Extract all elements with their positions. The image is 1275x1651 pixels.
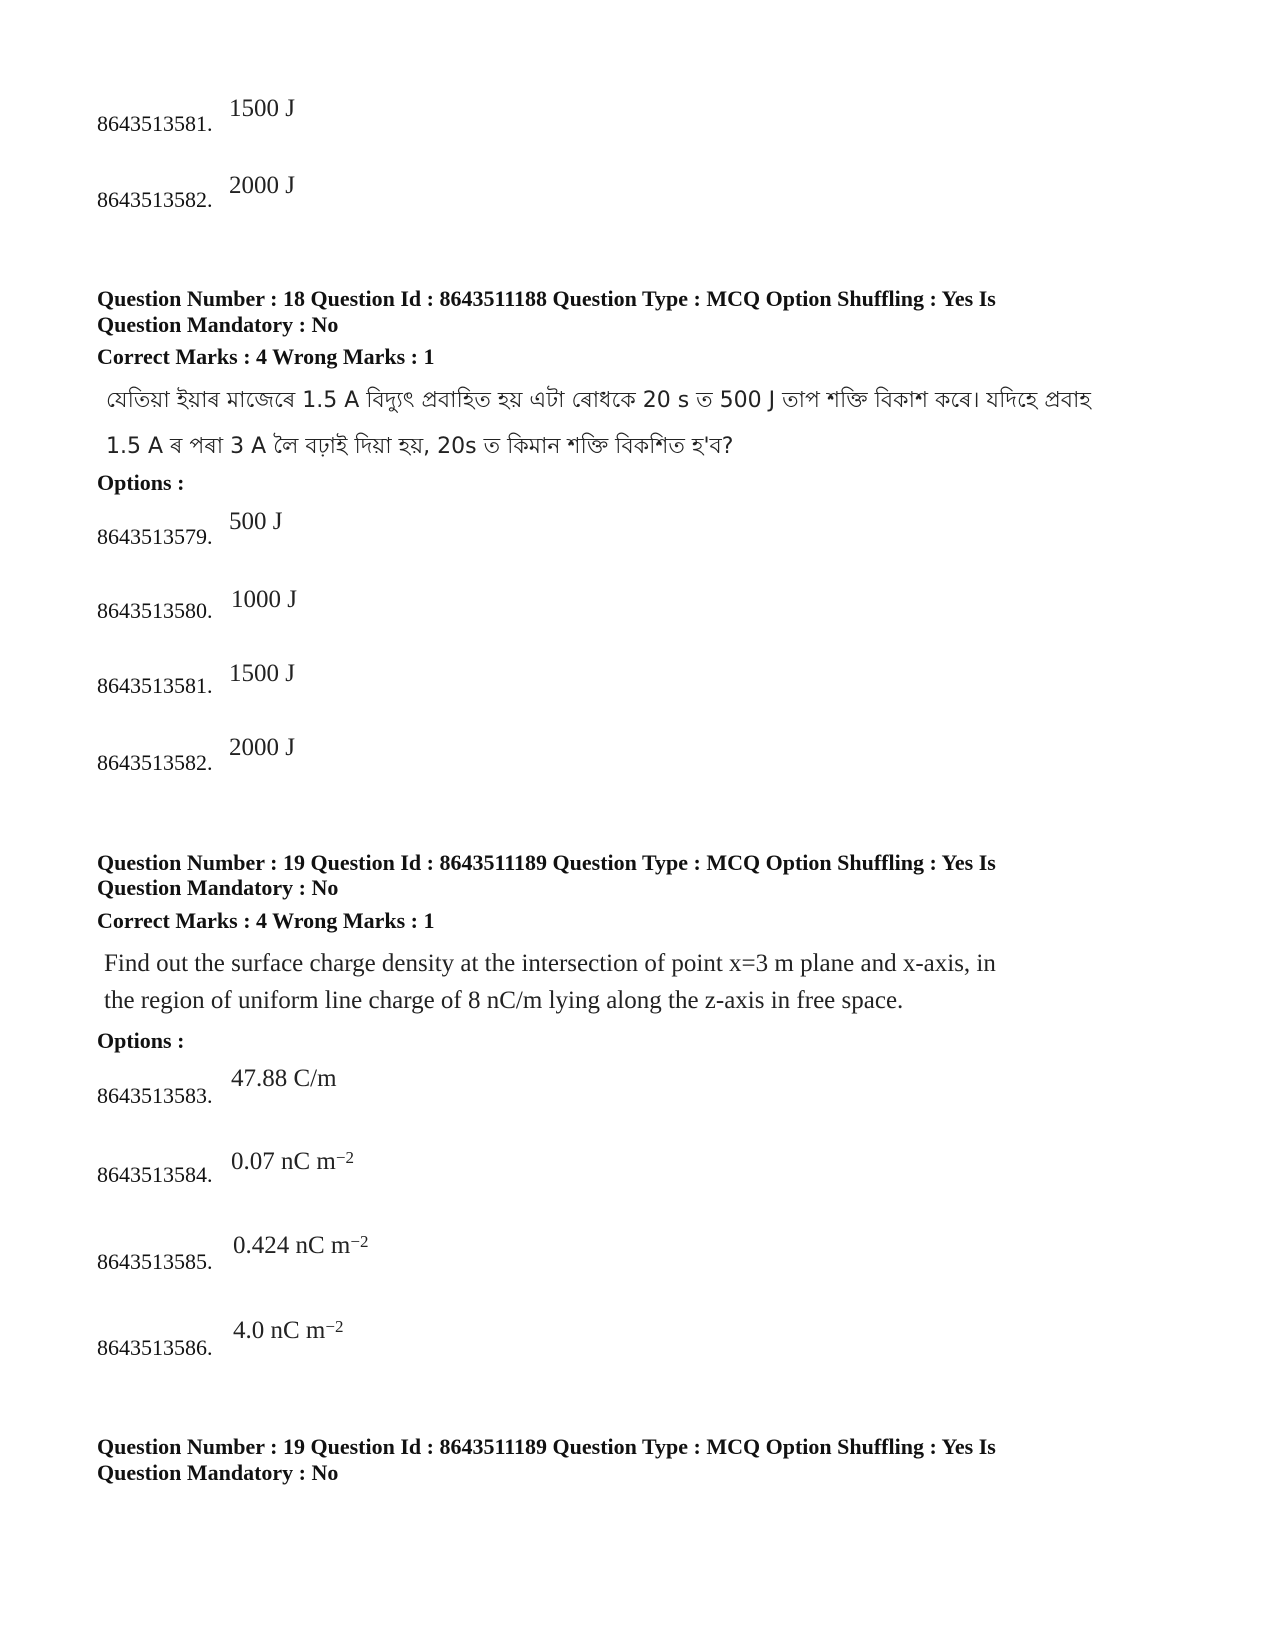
option-id: 8643513584. <box>97 1162 213 1187</box>
question-marks: Correct Marks : 4 Wrong Marks : 1 <box>97 344 435 369</box>
question-text: the region of uniform line charge of 8 nC/m lying along the z-axis in free space. <box>104 987 904 1014</box>
option-value: 1500 J <box>229 95 295 122</box>
option-value <box>231 1065 337 1093</box>
option-value: 2000 J <box>229 172 295 199</box>
option-value <box>233 1232 368 1260</box>
question-header: Question Number : 18 Question Id : 8643511188 Question Type : MCQ Option Shuffling : Yes Is <box>97 286 996 311</box>
option-value-text: 47.88 C/m <box>231 1065 337 1092</box>
option-value: 2000 J <box>229 734 295 761</box>
option-value-text: 0.424 nC m <box>233 1232 351 1259</box>
options-label: Options : <box>97 470 185 495</box>
option-id: 8643513582. <box>97 750 213 775</box>
question-marks: Correct Marks : 4 Wrong Marks : 1 <box>97 908 435 933</box>
question-text: 1.5 A ৰ পৰা 3 A লৈ বঢ়াই দিয়া হয়, 20s ত কিমান শক্তি বিকশিত হ'ব? <box>106 434 734 459</box>
option-id: 8643513585. <box>97 1249 213 1274</box>
question-mandatory: Question Mandatory : No <box>97 312 339 337</box>
option-exponent: −2 <box>350 1232 369 1251</box>
option-id: 8643513579. <box>97 524 213 549</box>
options-label: Options : <box>97 1028 185 1053</box>
option-value-text: 0.07 nC m <box>231 1148 336 1175</box>
question-mandatory: Question Mandatory : No <box>97 1460 339 1485</box>
question-header: Question Number : 19 Question Id : 8643511189 Question Type : MCQ Option Shuffling : Yes Is <box>97 850 996 875</box>
option-exponent: −2 <box>335 1148 354 1167</box>
option-exponent: −2 <box>325 1317 344 1336</box>
question-text: যেতিয়া ইয়াৰ মাজেৰে 1.5 A বিদ্যুৎ প্ৰবাহিত হয় এটা ৰোধকে 20 s ত 500 J তাপ শক্তি বিকাশ কৰে। যদিহে প্ৰবাহ <box>106 388 1091 413</box>
option-value: 1500 J <box>229 660 295 687</box>
option-value: 1000 J <box>231 586 297 613</box>
option-value <box>233 1317 343 1345</box>
option-id: 8643513581. <box>97 673 213 698</box>
question-text: Find out the surface charge density at the intersection of point x=3 m plane and x-axis, in <box>104 950 996 977</box>
option-id: 8643513583. <box>97 1083 213 1108</box>
question-header: Question Number : 19 Question Id : 8643511189 Question Type : MCQ Option Shuffling : Yes Is <box>97 1434 996 1459</box>
option-value: 500 J <box>229 508 283 535</box>
option-id: 8643513581. <box>97 111 213 136</box>
option-id: 8643513580. <box>97 598 213 623</box>
option-value <box>231 1148 354 1176</box>
question-mandatory: Question Mandatory : No <box>97 875 339 900</box>
option-id: 8643513586. <box>97 1335 213 1360</box>
option-value-text: 4.0 nC m <box>233 1317 326 1344</box>
option-id: 8643513582. <box>97 187 213 212</box>
